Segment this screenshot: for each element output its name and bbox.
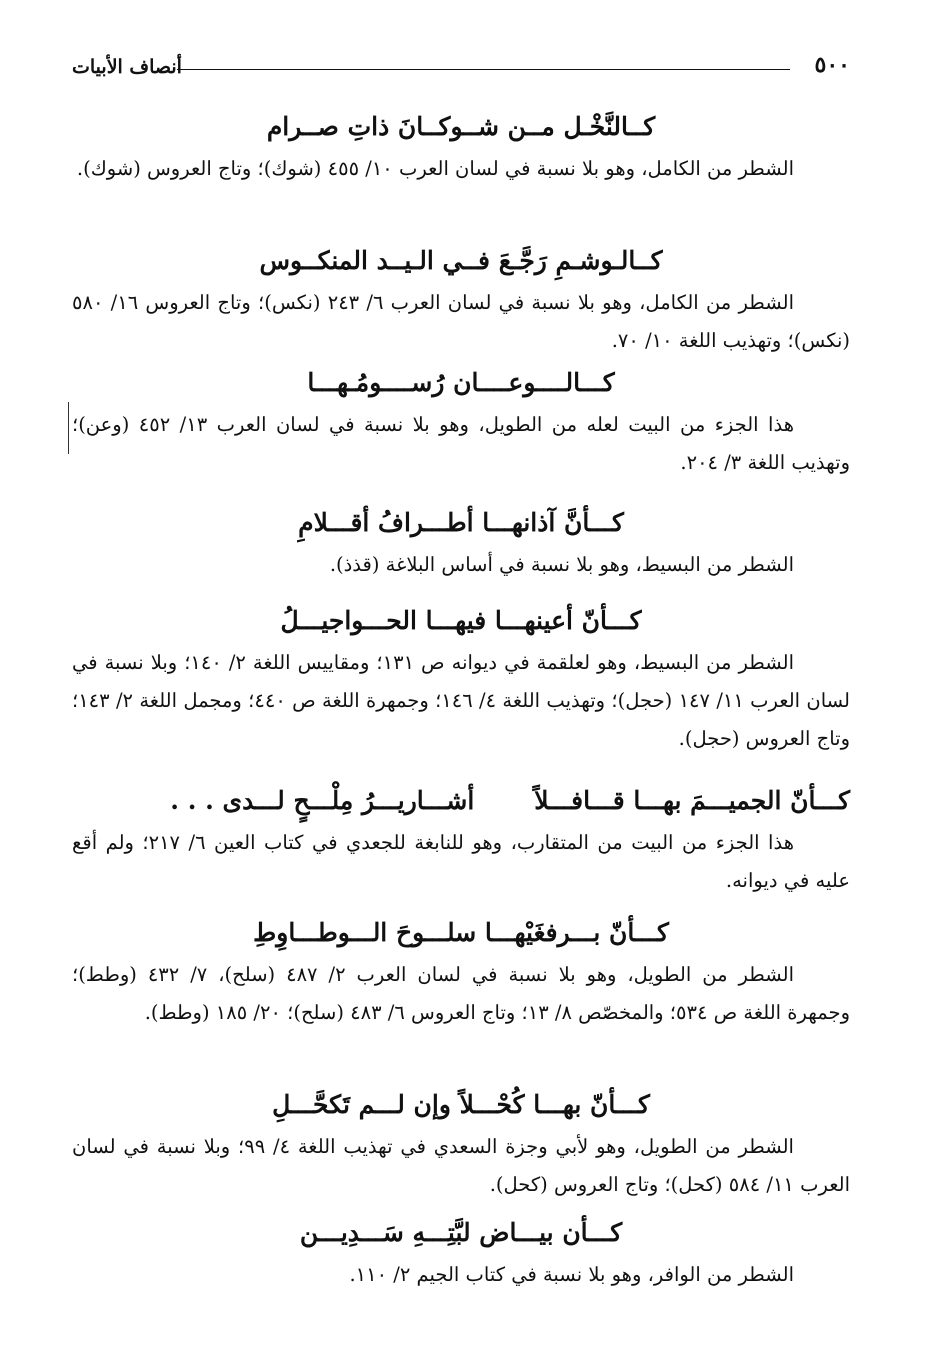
- running-title: أنصاف الأبيات: [72, 56, 182, 78]
- entry-6: [72, 782, 850, 900]
- entry-2: [72, 242, 850, 360]
- verse-line: كـــالــــوعــــان رُســــومُـهـــا: [307, 368, 615, 397]
- verse-line: كـــأنّ بهـــا كُحْـــلاً وإن لـــم تَكحَّـــلِ: [272, 1090, 650, 1119]
- verse-line: كـــأنَّ آذانهـــا أطـــرافُ أقـــلامِ: [298, 508, 624, 537]
- verse-line: كـــأنّ أعينهـــا فيهـــا الحـــواجيـــلُ: [280, 606, 642, 635]
- verse-commentary: الشطر من الطويل، وهو بلا نسبة في لسان العرب ٢/ ٤٨٧ (سلح)، ٧/ ٤٣٢ (وطط)؛ وجمهرة اللغة ص ٥٣٤؛ والمخصّص ٨/ ١٣؛ وتاج العروس ٦/ ٤٨٣ (سلح)؛ ٢٠/ ١٨٥ (وطط).: [72, 963, 850, 1024]
- entry-5: [72, 602, 850, 758]
- verse-line: كـــأن بيـــاض لبَّتِـــهِ سَـــدِيـــن: [299, 1218, 623, 1247]
- page-number: ٥٠٠: [814, 52, 850, 78]
- verse-commentary: الشطر من الطويل، وهو لأبي وجزة السعدي في تهذيب اللغة ٤/ ٩٩؛ وبلا نسبة في لسان العرب ١١/ ٥٨٤ (كحل)؛ وتاج العروس (كحل).: [72, 1135, 850, 1196]
- verse-commentary: الشطر من الوافر، وهو بلا نسبة في كتاب الجيم ٢/ ١١٠.: [349, 1263, 794, 1286]
- verse-commentary: الشطر من الكامل، وهو بلا نسبة في لسان العرب ٦/ ٢٤٣ (نكس)؛ وتاج العروس ١٦/ ٥٨٠ (نكس)؛ وتهذيب اللغة ١٠/ ٧٠.: [72, 291, 850, 352]
- verse-line: كــالنَّخْـل مــن شــوكــانَ ذاتِ صــرام: [266, 112, 656, 141]
- header-rule: [177, 69, 790, 70]
- verse-commentary: الشطر من البسيط، وهو بلا نسبة في أساس البلاغة (قذذ).: [329, 553, 794, 576]
- verse-line: كــالـوشـمِ رَجَّـعَ فــي الـيــد المنكــوس: [259, 246, 663, 275]
- verse-commentary: هذا الجزء من البيت لعله من الطويل، وهو بلا نسبة في لسان العرب ١٣/ ٤٥٢ (وعن)؛ وتهذيب اللغة ٣/ ٢٠٤.: [72, 413, 850, 474]
- verse-commentary: الشطر من الكامل، وهو بلا نسبة في لسان العرب ١٠/ ٤٥٥ (شوك)؛ وتاج العروس (شوك).: [76, 157, 794, 180]
- verse-commentary: الشطر من البسيط، وهو لعلقمة في ديوانه ص ١٣١؛ ومقاييس اللغة ٢/ ١٤٠؛ وبلا نسبة في لسان العرب ١١/ ١٤٧ (حجل)؛ وتهذيب اللغة ٤/ ١٤٦؛ وجمهرة اللغة ص ٤٤٠؛ ومجمل اللغة ٢/ ١٤٣؛ وتاج العروس (حجل).: [72, 651, 850, 750]
- margin-mark: [68, 402, 69, 454]
- verse-hemistich-second: أشـــاريـــرُ مِلْـــحٍ لـــدى . . .: [170, 786, 475, 815]
- entry-9: [72, 1214, 850, 1294]
- verse-line: كـــأنّ بـــرفغَيْهـــا سلـــوحَ الـــوطـــاوِطِ: [253, 918, 669, 947]
- entry-3: [72, 364, 850, 482]
- entry-8: [72, 1086, 850, 1204]
- entry-1: [72, 108, 850, 188]
- verse-commentary: هذا الجزء من البيت من المتقارب، وهو للنابغة للجعدي في كتاب العين ٦/ ٢١٧؛ ولم أقع عليه في ديوانه.: [72, 831, 850, 892]
- entry-7: [72, 914, 850, 1032]
- verse-line: [72, 782, 850, 820]
- page-header: [72, 52, 850, 86]
- verse-hemistich-first: كـــأنّ الجميـــمَ بهـــا قـــافـــلاً: [534, 786, 850, 815]
- entry-4: [72, 504, 850, 584]
